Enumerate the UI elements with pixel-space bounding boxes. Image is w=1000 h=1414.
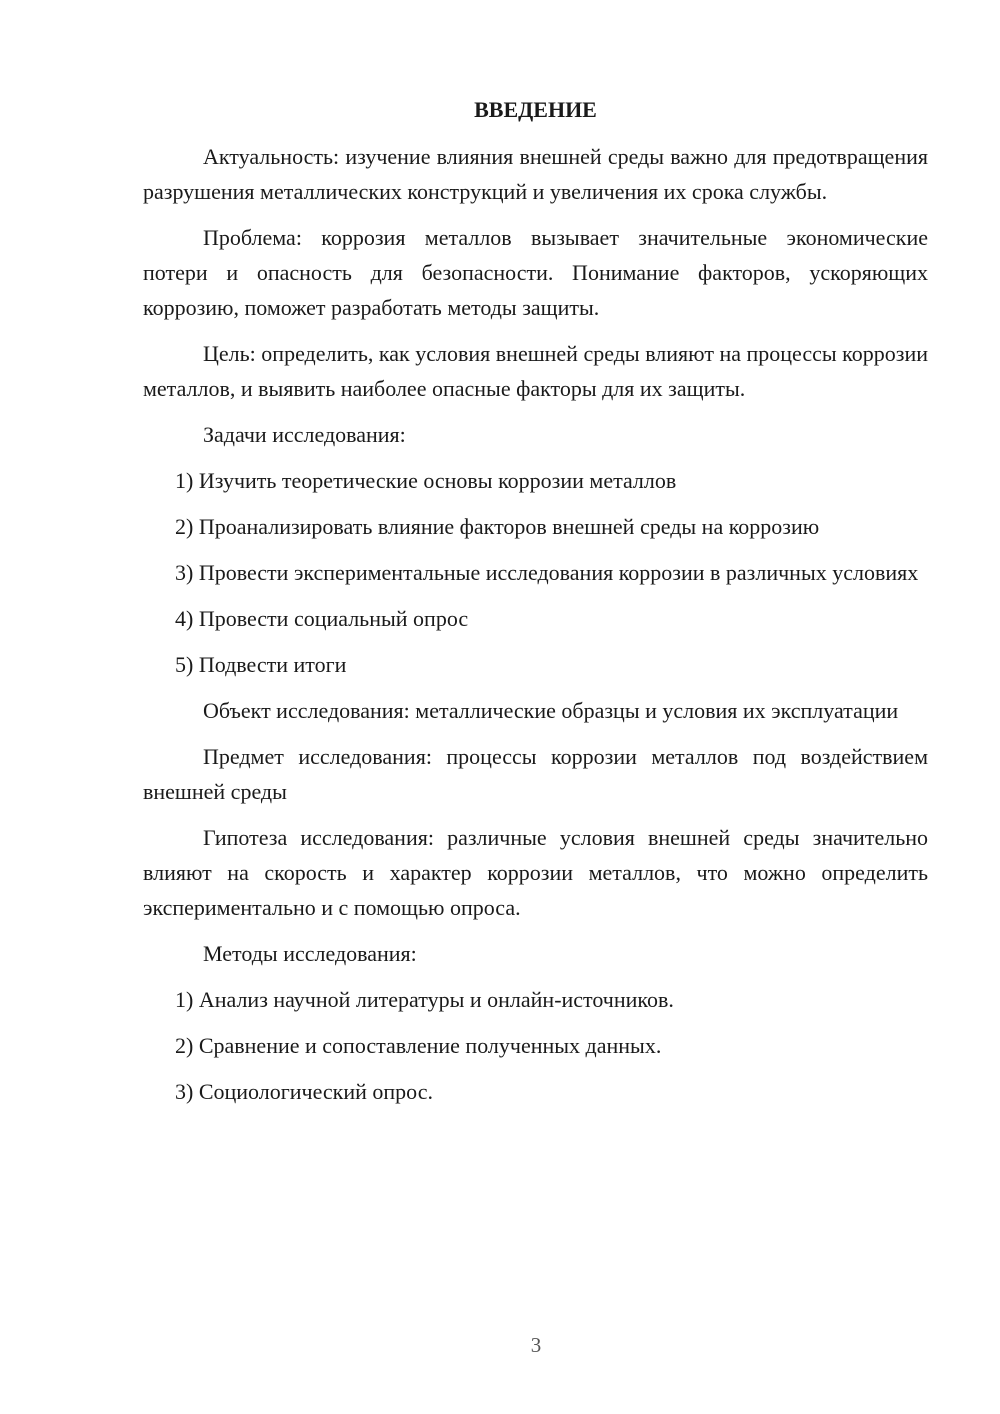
task-item-3: 3) Провести экспериментальные исследования коррозии в различных условиях	[175, 560, 919, 585]
task-item-5: 5) Подвести итоги	[175, 652, 347, 677]
paragraph-subject: Предмет исследования: процессы коррозии металлов под воздействием внешней среды	[143, 744, 928, 804]
task-item-2: 2) Проанализировать влияние факторов внешней среды на коррозию	[175, 514, 820, 539]
page-number: 3	[530, 1333, 542, 1357]
methods-heading: Методы исследования:	[203, 941, 417, 966]
tasks-heading: Задачи исследования:	[203, 422, 406, 447]
task-item-4: 4) Провести социальный опрос	[175, 606, 469, 631]
task-item-1: 1) Изучить теоретические основы коррозии металлов	[175, 468, 677, 493]
paragraph-goal: Цель: определить, как условия внешней среды влияют на процессы коррозии металлов, и выявить наиболее опасные факторы для их защиты.	[143, 341, 928, 401]
page-title: ВВЕДЕНИЕ	[474, 97, 597, 122]
paragraph-hypothesis: Гипотеза исследования: различные условия внешней среды значительно влияют на скорость и характер коррозии металлов, что можно определить экспериментально и с помощью опроса.	[143, 825, 928, 920]
method-item-1: 1) Анализ научной литературы и онлайн-источников.	[175, 987, 674, 1012]
paragraph-problem: Проблема: коррозия металлов вызывает значительные экономические потери и опасность для безопасности. Понимание факторов, ускоряющих коррозию, поможет разработать методы защиты.	[143, 225, 928, 320]
paragraph-object: Объект исследования: металлические образцы и условия их эксплуатации	[203, 698, 899, 723]
method-item-3: 3) Социологический опрос.	[175, 1079, 433, 1104]
method-item-2: 2) Сравнение и сопоставление полученных данных.	[175, 1033, 662, 1058]
document-body	[143, 92, 928, 1120]
paragraph-relevance: Актуальность: изучение влияния внешней среды важно для предотвращения разрушения металлических конструкций и увеличения их срока службы.	[143, 144, 928, 204]
